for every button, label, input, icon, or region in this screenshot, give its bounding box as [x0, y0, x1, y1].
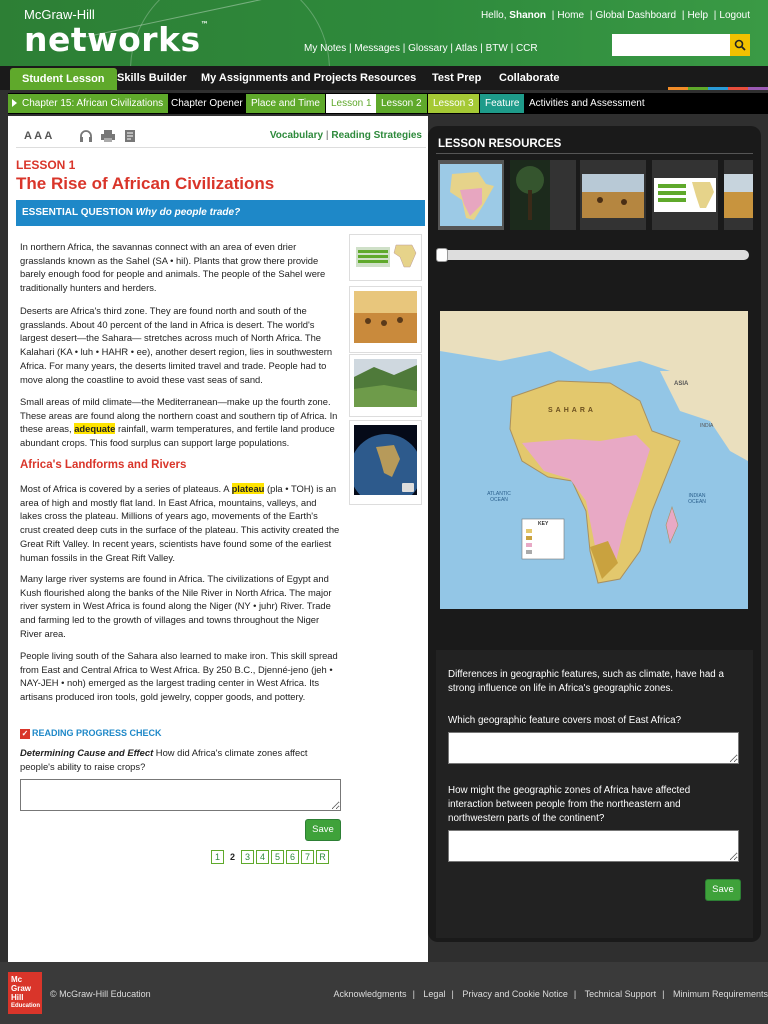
sub-nav [8, 93, 768, 114]
eq-text: Why do people trade? [135, 207, 241, 218]
eq-label: ESSENTIAL QUESTION [22, 207, 133, 218]
glossary-link[interactable]: Glossary [408, 43, 448, 54]
carousel-scroll-handle[interactable] [436, 248, 448, 262]
logo-line-3: Hill [11, 993, 24, 1002]
nav-resources[interactable]: Resources [360, 72, 417, 84]
atlas-link[interactable]: Atlas [455, 43, 478, 54]
nav-test-prep[interactable]: Test Prep [432, 72, 482, 84]
home-link[interactable]: Home [557, 10, 585, 21]
map-key-label: KEY [538, 521, 549, 527]
page-3[interactable]: 3 [241, 850, 254, 864]
rpc-answer-field[interactable] [20, 779, 341, 811]
logo-line-2: Graw [11, 984, 32, 993]
thumbnail-earth[interactable] [349, 420, 422, 505]
global-dashboard-link[interactable]: Global Dashboard [595, 10, 677, 21]
resources-save-button[interactable]: Save [706, 880, 740, 900]
notes-icon[interactable] [122, 128, 138, 144]
map-label-asia: ASIA [674, 381, 689, 387]
print-icon[interactable] [100, 128, 116, 144]
nav-skills-builder[interactable]: Skills Builder [117, 72, 187, 84]
lesson-panel [8, 116, 428, 962]
user-links: Hello, Shanon | Home | Global Dashboard | Help | Logout [480, 10, 750, 21]
map-label-india: INDIA [700, 423, 714, 429]
page-1[interactable]: 1 [211, 850, 224, 864]
subnav-chapter[interactable]: Chapter 15: African Civilizations [8, 94, 168, 113]
essential-question [16, 200, 425, 226]
subnav-activities[interactable]: Activities and Assessment [529, 98, 645, 109]
map-label-atlantic: ATLANTIC OCEAN [487, 491, 511, 503]
resource-answer-2[interactable] [448, 830, 739, 862]
subnav-place-and-time[interactable]: Place and Time [246, 94, 325, 113]
privacy-link[interactable]: Privacy and Cookie Notice [462, 989, 568, 999]
paragraph-6: People living south of the Sahara also learned to make iron. This skill spread from East and Central Africa to West Africa. By 250 B.C., Djenné-jeno (jeh • NAY-JEH • noh) emerged as the largest trading center in West Africa. Its artisans produced iron tools, gold jewelry, copper goods, and pottery. [20, 650, 338, 703]
brand-logo[interactable] [24, 20, 209, 59]
search-icon [734, 39, 746, 51]
thumbnail-savanna[interactable] [349, 286, 422, 353]
rpc-label: READING PROGRESS CHECK [32, 728, 162, 738]
carousel-scrollbar[interactable] [436, 250, 749, 260]
plains-carousel-image [724, 160, 753, 230]
page-2-current: 2 [229, 852, 235, 862]
carousel-item-forest[interactable] [510, 160, 576, 230]
vocab-word-plateau[interactable]: plateau [231, 483, 265, 494]
lesson-number: LESSON 1 [16, 158, 76, 172]
subnav-chapter-opener[interactable]: Chapter Opener [171, 98, 243, 109]
main-nav [0, 66, 768, 90]
carousel-item-climate-map[interactable] [652, 160, 718, 230]
paragraph-4-b: (pla • TOH) is an area of high and mostly flat land. In East Africa, mountains, valleys, and lakes cross the plateau. Millions of years ago, movements of the Earth's crust created deep cuts in the surface of the plateau. This activity created the Great Rift Valley. In recent years, scientists have found some of the earliest human fossils in the Great Rift Valley. [20, 483, 340, 563]
reading-strategies-link[interactable]: Reading Strategies [331, 130, 422, 141]
nav-my-assignments[interactable]: My Assignments and Projects [201, 72, 358, 84]
lesson-title: The Rise of African Civilizations [16, 174, 275, 193]
logo-line-4: Education [11, 1003, 41, 1009]
help-link[interactable]: Help [687, 10, 709, 21]
paragraph-3 [20, 395, 340, 450]
paragraph-2: Deserts are Africa's third zone. They are found north and south of the grasslands. About 40 percent of the land in Africa is desert. The world's largest desert—the Sahara— stretches across much of North Africa. The Kalahari (KA • luh • HAHR • ee), another desert region, lies in southwestern Africa. For many years, the deserts limited travel and trade. People had to move along the coastline to avoid these vast seas of sand. [20, 305, 333, 385]
carousel-item-plains[interactable] [724, 160, 753, 230]
user-name: Shanon [509, 10, 546, 21]
paragraph-5: Many large river systems are found in Africa. The civilizations of Egypt and Kush flourished along the banks of the Nile River in North Africa. The major river system in West Africa is found along the Niger (NY • juhr) River. Trade and farming led to the growth of villages and towns throughout the Niger River area. [20, 573, 332, 639]
technical-support-link[interactable]: Technical Support [584, 989, 657, 999]
tool-links: My Notes | Messages | Glossary | Atlas | BTW | CCR [304, 43, 538, 54]
subnav-lesson-3[interactable]: Lesson 3 [428, 94, 479, 113]
subnav-lesson-1[interactable]: Lesson 1 [326, 94, 377, 113]
lesson-resources-panel [428, 126, 761, 942]
rpc-question-text: How did Africa's climate zones affect people's ability to raise crops? [20, 747, 308, 772]
search-button[interactable] [730, 34, 750, 56]
resource-question-1: Which geographic feature covers most of East Africa? [448, 715, 682, 726]
page-7[interactable]: 7 [301, 850, 314, 864]
africa-map-image [440, 311, 748, 609]
btw-link[interactable]: BTW [485, 43, 508, 54]
nav-student-lesson[interactable]: Student Lesson [10, 68, 117, 90]
text-size-controls[interactable]: A A A [24, 130, 53, 142]
vocab-links: Vocabulary | Reading Strategies [269, 130, 422, 141]
search-input[interactable] [612, 34, 730, 56]
paragraph-1: In northern Africa, the savannas connect with an area of even drier grasslands known as the Sahel (SA • hil). Plants that grow there provide barely enough food for people and animals. The people of the Sahel were traditionally hunters and herders. [20, 241, 326, 294]
savanna-thumbnail-image [354, 291, 417, 343]
rpc-skill: Determining Cause and Effect [20, 747, 154, 758]
copyright: © McGraw-Hill Education [50, 989, 151, 999]
earth-thumbnail-image [354, 425, 417, 495]
resource-answer-1[interactable] [448, 732, 739, 764]
chevron-right-icon [12, 99, 17, 107]
legal-link[interactable]: Legal [423, 989, 446, 999]
resources-divider [436, 153, 753, 154]
ccr-link[interactable]: CCR [515, 43, 538, 54]
climate-map-carousel-image [652, 160, 718, 230]
subnav-lesson-2[interactable]: Lesson 2 [376, 94, 427, 113]
headphones-icon[interactable] [78, 128, 94, 144]
vocab-word-adequate[interactable]: adequate [74, 423, 116, 435]
footer [0, 962, 768, 1024]
lesson-toolbar [16, 126, 426, 148]
acknowledgments-link[interactable]: Acknowledgments [333, 989, 407, 999]
resource-carousel [436, 156, 753, 236]
brand-main: networks [24, 20, 201, 59]
messages-link[interactable]: Messages [354, 43, 400, 54]
subnav-feature[interactable]: Feature [480, 94, 524, 113]
greeting: Hello, [480, 10, 507, 21]
page-review[interactable]: R [316, 850, 329, 864]
thumbnail-valley[interactable] [349, 354, 422, 417]
resources-title: LESSON RESOURCES [438, 138, 562, 150]
lesson-save-button[interactable]: Save [306, 820, 340, 840]
map-label-indian: INDIAN OCEAN [688, 493, 706, 505]
thumbnail-map[interactable] [349, 234, 422, 281]
carousel-item-map[interactable] [438, 160, 504, 230]
section-heading: Africa's Landforms and Rivers [20, 459, 187, 471]
checkmark-icon: ✓ [21, 729, 29, 738]
paragraph-3-b: rainfall, warm temperatures, and fertile land produce abundant crops. This food surplus can support large populations. [20, 423, 335, 449]
page-6[interactable]: 6 [286, 850, 299, 864]
resource-questions [436, 650, 753, 938]
paragraph-4 [20, 482, 340, 564]
logout-link[interactable]: Logout [719, 10, 750, 21]
africa-climate-map[interactable] [440, 311, 748, 609]
vocabulary-link[interactable]: Vocabulary [269, 130, 324, 141]
forest-carousel-image [510, 160, 550, 230]
brand-trademark: ™ [200, 20, 210, 29]
map-carousel-image [438, 160, 504, 230]
savanna-carousel-image [580, 160, 646, 230]
nav-colorbar [668, 87, 768, 90]
valley-thumbnail-image [354, 359, 417, 407]
page-5[interactable]: 5 [271, 850, 284, 864]
my-notes-link[interactable]: My Notes [304, 43, 347, 54]
map-thumbnail-image [354, 239, 417, 271]
mcgraw-hill-logo[interactable] [8, 972, 42, 1014]
pagination [211, 847, 331, 861]
resource-question-2: How might the geographic zones of Africa have affected interaction between people from the northeastern and northwestern parts of the continent? [448, 785, 691, 824]
reading-progress-check [20, 728, 162, 739]
paragraph-4-a: Most of Africa is covered by a series of plateaus. A [20, 483, 232, 494]
header [0, 0, 768, 66]
logo-line-1: Mc [11, 975, 23, 984]
rpc-question [20, 746, 340, 773]
paragraph-3-a: Small areas of mild climate—the Mediterranean—make up the fourth zone. These areas are found along the northern coast and southern tip of Africa. In these areas, [20, 396, 338, 435]
minimum-requirements-link[interactable]: Minimum Requirements [672, 989, 768, 999]
nav-collaborate[interactable]: Collaborate [499, 72, 560, 84]
brand-top: McGraw-Hill [24, 7, 95, 22]
page-4[interactable]: 4 [256, 850, 269, 864]
resource-intro: Differences in geographic features, such as climate, have had a strong influence on life in Africa's geographic zones. [448, 669, 724, 694]
map-label-sahara: SAHARA [548, 407, 596, 414]
carousel-item-savanna[interactable] [580, 160, 646, 230]
footer-links: Acknowledgments | Legal | Privacy and Cookie Notice | Technical Support | Minimum Requirements [333, 989, 768, 999]
